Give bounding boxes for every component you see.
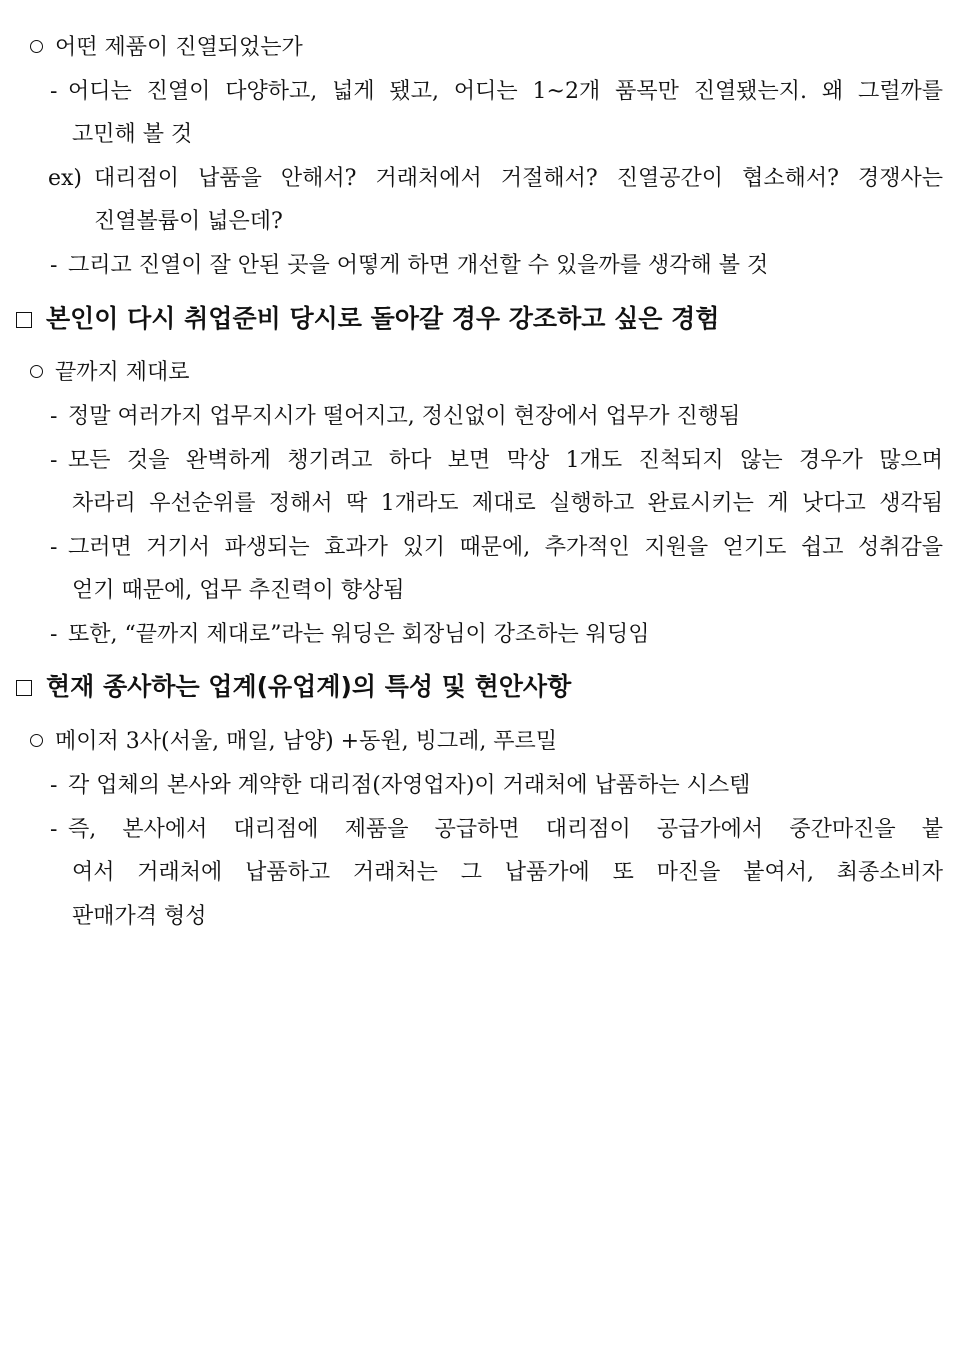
dash-text: 그러면 거기서 파생되는 효과가 있기 때문에, 추가적인 지원을 얻기도 쉽고 성취감을 — [68, 535, 943, 560]
dash-item: - 정말 여러가지 업무지시가 떨어지고, 정신없이 현장에서 업무가 진행됨 — [50, 404, 741, 429]
example-continuation: 진열볼륨이 넓은데? — [94, 209, 283, 234]
bullet-item — [30, 358, 190, 388]
bullet-item — [30, 33, 303, 63]
section-title: 본인이 다시 취업준비 당시로 돌아갈 경우 강조하고 싶은 경험 — [46, 304, 720, 333]
dash-item: - 모든 것을 완벽하게 챙기려고 하다 보면 막상 1개도 진척되지 않는 경우가 많으며 — [50, 448, 943, 473]
bullet-item — [30, 727, 557, 757]
example-text: 대리점이 납품을 안해서? 거래처에서 거절해서? 진열공간이 협소해서? 경쟁사는 — [94, 166, 943, 191]
bullet-text: 끝까지 제대로 — [55, 360, 190, 385]
dash-text: 그리고 진열이 잘 안된 곳을 어떻게 하면 개선할 수 있을까를 생각해 볼 것 — [68, 253, 769, 278]
checkbox-square-icon — [16, 312, 32, 328]
section-heading — [16, 670, 571, 704]
dash-text: 또한, “끝까지 제대로”라는 워딩은 회장님이 강조하는 워딩임 — [68, 622, 650, 647]
bullet-text: 메이저 3사(서울, 매일, 남양) +동원, 빙그레, 푸르밀 — [55, 729, 558, 754]
bullet-text: 어떤 제품이 진열되었는가 — [55, 35, 303, 60]
dash-text: 각 업체의 본사와 계약한 대리점(자영업자)이 거래처에 납품하는 시스템 — [68, 773, 751, 798]
dash-continuation: 판매가격 형성 — [72, 904, 207, 929]
dash-continuation: 여서 거래처에 납품하고 거래처는 그 납품가에 또 마진을 붙여서, 최종소비자 — [72, 860, 943, 885]
dash-text: 즉, 본사에서 대리점에 제품을 공급하면 대리점이 공급가에서 중간마진을 붙 — [68, 817, 943, 842]
circle-bullet-icon — [30, 40, 43, 53]
dash-item: - 즉, 본사에서 대리점에 제품을 공급하면 대리점이 공급가에서 중간마진을 붙 — [50, 817, 943, 842]
dash-text: 모든 것을 완벽하게 챙기려고 하다 보면 막상 1개도 진척되지 않는 경우가 많으며 — [68, 448, 943, 473]
example-label: ex) — [48, 166, 83, 191]
checkbox-square-icon — [16, 680, 32, 696]
dash-item: - 또한, “끝까지 제대로”라는 워딩은 회장님이 강조하는 워딩임 — [50, 622, 650, 647]
dash-item: - 각 업체의 본사와 계약한 대리점(자영업자)이 거래처에 납품하는 시스템 — [50, 773, 751, 798]
dash-continuation: 고민해 볼 것 — [72, 122, 193, 147]
section-heading — [16, 302, 719, 336]
circle-bullet-icon — [30, 734, 43, 747]
dash-text: 정말 여러가지 업무지시가 떨어지고, 정신없이 현장에서 업무가 진행됨 — [68, 404, 741, 429]
dash-item: - 어디는 진열이 다양하고, 넓게 됐고, 어디는 1~2개 품목만 진열됐는지. 왜 그럴까를 — [50, 79, 943, 104]
dash-continuation: 차라리 우선순위를 정해서 딱 1개라도 제대로 실행하고 완료시키는 게 낫다고 생각됨 — [72, 491, 943, 516]
dash-item: - 그리고 진열이 잘 안된 곳을 어떻게 하면 개선할 수 있을까를 생각해 볼 것 — [50, 253, 769, 278]
dash-text: 어디는 진열이 다양하고, 넓게 됐고, 어디는 1~2개 품목만 진열됐는지. 왜 그럴까를 — [68, 79, 943, 104]
dash-continuation: 얻기 때문에, 업무 추진력이 향상됨 — [72, 578, 405, 603]
dash-item: - 그러면 거기서 파생되는 효과가 있기 때문에, 추가적인 지원을 얻기도 쉽고 성취감을 — [50, 535, 943, 560]
section-title: 현재 종사하는 업계(유업계)의 특성 및 현안사항 — [46, 672, 572, 701]
circle-bullet-icon — [30, 365, 43, 378]
